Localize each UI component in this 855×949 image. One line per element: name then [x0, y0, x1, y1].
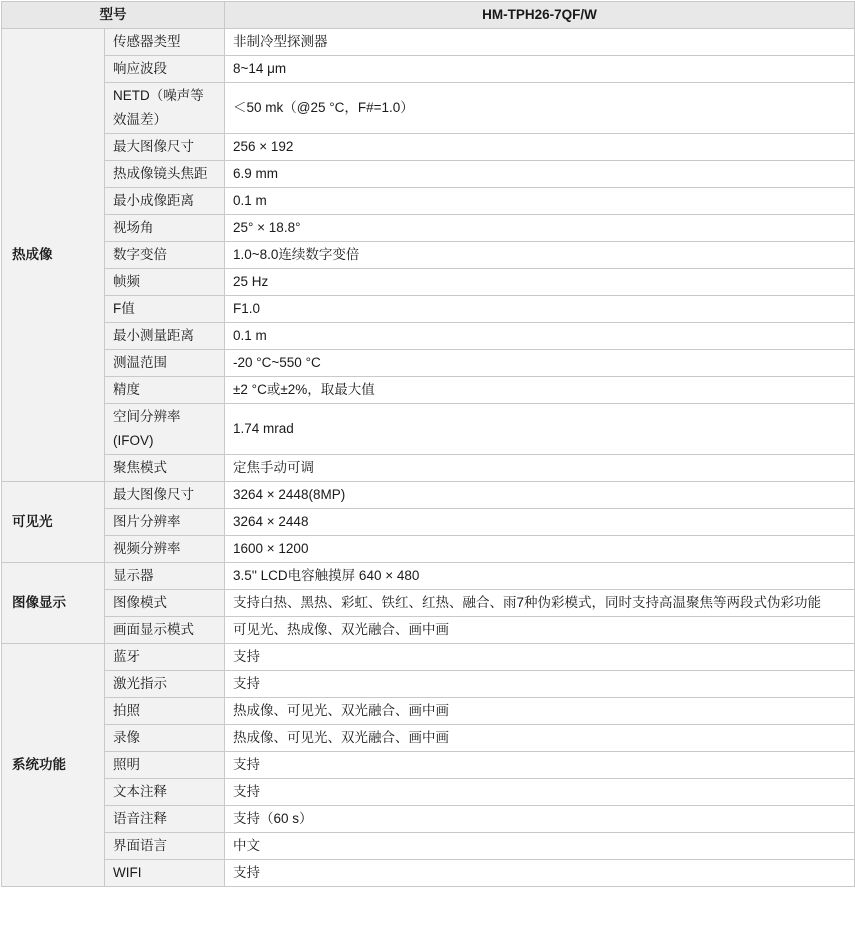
spec-name: 最小测量距离 — [105, 323, 225, 350]
spec-value: 1600 × 1200 — [225, 536, 855, 563]
table-row — [2, 482, 855, 509]
header-row — [2, 2, 855, 29]
spec-name: 画面显示模式 — [105, 617, 225, 644]
spec-value: 支持 — [225, 779, 855, 806]
spec-value: 定焦手动可调 — [225, 455, 855, 482]
table-row — [2, 134, 855, 161]
spec-name: 拍照 — [105, 698, 225, 725]
spec-value: 中文 — [225, 833, 855, 860]
spec-name: NETD（噪声等效温差） — [105, 83, 225, 134]
spec-value: 25° × 18.8° — [225, 215, 855, 242]
table-row — [2, 725, 855, 752]
table-row — [2, 377, 855, 404]
table-row — [2, 56, 855, 83]
spec-value: F1.0 — [225, 296, 855, 323]
spec-value: 支持 — [225, 644, 855, 671]
spec-name: 录像 — [105, 725, 225, 752]
spec-table — [1, 1, 855, 887]
spec-name: 视场角 — [105, 215, 225, 242]
table-row — [2, 404, 855, 455]
spec-table-body — [2, 2, 855, 887]
table-row — [2, 242, 855, 269]
table-row — [2, 617, 855, 644]
spec-value: 热成像、可见光、双光融合、画中画 — [225, 698, 855, 725]
spec-name: 蓝牙 — [105, 644, 225, 671]
spec-name: 语音注释 — [105, 806, 225, 833]
section-title: 可见光 — [2, 482, 105, 563]
spec-name: 激光指示 — [105, 671, 225, 698]
table-row — [2, 161, 855, 188]
table-row — [2, 698, 855, 725]
spec-value: 支持 — [225, 671, 855, 698]
spec-name: 界面语言 — [105, 833, 225, 860]
spec-name: 图片分辨率 — [105, 509, 225, 536]
spec-value: 3264 × 2448 — [225, 509, 855, 536]
table-row — [2, 806, 855, 833]
spec-value: 8~14 μm — [225, 56, 855, 83]
spec-value: -20 °C~550 °C — [225, 350, 855, 377]
table-row — [2, 644, 855, 671]
spec-value: ＜50 mk（@25 °C，F#=1.0） — [225, 83, 855, 134]
spec-name: 视频分辨率 — [105, 536, 225, 563]
spec-value: 1.74 mrad — [225, 404, 855, 455]
spec-value: 非制冷型探测器 — [225, 29, 855, 56]
table-row — [2, 860, 855, 887]
spec-name: 最小成像距离 — [105, 188, 225, 215]
spec-name: 最大图像尺寸 — [105, 134, 225, 161]
spec-value: 支持 — [225, 752, 855, 779]
spec-name: F值 — [105, 296, 225, 323]
model-label: 型号 — [2, 2, 225, 29]
spec-name: 照明 — [105, 752, 225, 779]
spec-name: 最大图像尺寸 — [105, 482, 225, 509]
spec-name: 聚焦模式 — [105, 455, 225, 482]
spec-value: 3264 × 2448(8MP) — [225, 482, 855, 509]
spec-value: 热成像、可见光、双光融合、画中画 — [225, 725, 855, 752]
spec-value: 6.9 mm — [225, 161, 855, 188]
spec-value: 可见光、热成像、双光融合、画中画 — [225, 617, 855, 644]
spec-name: 精度 — [105, 377, 225, 404]
section-title: 系统功能 — [2, 644, 105, 887]
section-title: 热成像 — [2, 29, 105, 482]
model-value: HM-TPH26-7QF/W — [225, 2, 855, 29]
spec-value: 支持（60 s） — [225, 806, 855, 833]
table-row — [2, 779, 855, 806]
spec-value: 支持白热、黑热、彩虹、铁红、红热、融合、雨7种伪彩模式，同时支持高温聚焦等两段式伪彩功能 — [225, 590, 855, 617]
table-row — [2, 323, 855, 350]
spec-name: 文本注释 — [105, 779, 225, 806]
spec-name: 图像模式 — [105, 590, 225, 617]
spec-value: 25 Hz — [225, 269, 855, 296]
table-row — [2, 590, 855, 617]
spec-value: 0.1 m — [225, 188, 855, 215]
table-row — [2, 350, 855, 377]
table-row — [2, 455, 855, 482]
table-row — [2, 671, 855, 698]
section-title: 图像显示 — [2, 563, 105, 644]
table-row — [2, 29, 855, 56]
spec-name: 热成像镜头焦距 — [105, 161, 225, 188]
spec-value: 支持 — [225, 860, 855, 887]
spec-name: 帧频 — [105, 269, 225, 296]
spec-value: 0.1 m — [225, 323, 855, 350]
spec-name: 测温范围 — [105, 350, 225, 377]
spec-value: ±2 °C或±2%，取最大值 — [225, 377, 855, 404]
table-row — [2, 833, 855, 860]
spec-name: WIFI — [105, 860, 225, 887]
table-row — [2, 188, 855, 215]
table-row — [2, 215, 855, 242]
spec-name: 数字变倍 — [105, 242, 225, 269]
table-row — [2, 296, 855, 323]
spec-name: 显示器 — [105, 563, 225, 590]
spec-value: 1.0~8.0连续数字变倍 — [225, 242, 855, 269]
table-row — [2, 536, 855, 563]
table-row — [2, 83, 855, 134]
spec-name: 空间分辨率(IFOV) — [105, 404, 225, 455]
spec-value: 3.5'' LCD电容触摸屏 640 × 480 — [225, 563, 855, 590]
spec-name: 响应波段 — [105, 56, 225, 83]
table-row — [2, 563, 855, 590]
table-row — [2, 509, 855, 536]
spec-value: 256 × 192 — [225, 134, 855, 161]
spec-name: 传感器类型 — [105, 29, 225, 56]
table-row — [2, 269, 855, 296]
table-row — [2, 752, 855, 779]
